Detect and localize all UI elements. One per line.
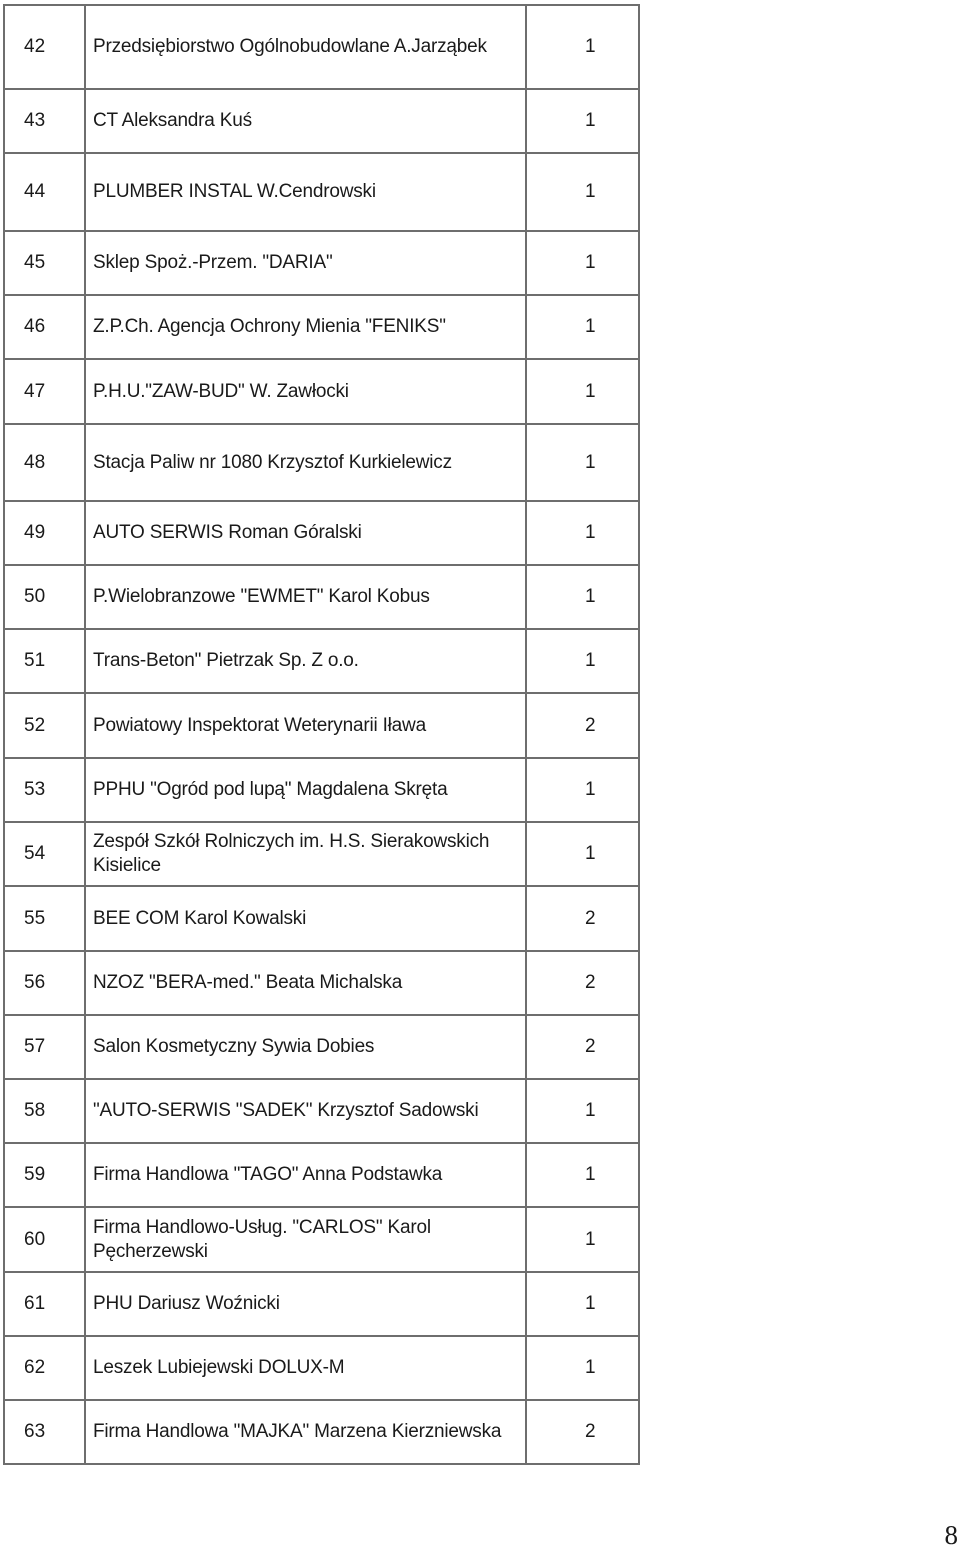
- row-number-cell: 51: [4, 629, 85, 693]
- row-number-cell: 42: [4, 5, 85, 89]
- table-row: [4, 89, 639, 153]
- table-row: [4, 1015, 639, 1079]
- count-cell: 2: [526, 951, 639, 1015]
- table-row: [4, 693, 639, 758]
- count-cell: 1: [526, 565, 639, 629]
- table-row: [4, 295, 639, 359]
- row-number-cell: 54: [4, 822, 85, 886]
- table-row: [4, 501, 639, 565]
- company-name-cell: P.H.U."ZAW-BUD" W. Zawłocki: [85, 359, 526, 424]
- company-name-cell: Sklep Spoż.-Przem. "DARIA": [85, 231, 526, 295]
- table-row: [4, 5, 639, 89]
- row-number-cell: 53: [4, 758, 85, 822]
- row-number-cell: 49: [4, 501, 85, 565]
- table-row: [4, 1207, 639, 1272]
- table-body: [4, 5, 639, 1464]
- count-cell: 1: [526, 1272, 639, 1336]
- company-name-cell: AUTO SERWIS Roman Góralski: [85, 501, 526, 565]
- company-name-cell: Z.P.Ch. Agencja Ochrony Mienia "FENIKS": [85, 295, 526, 359]
- company-name-cell: BEE COM Karol Kowalski: [85, 886, 526, 951]
- row-number-cell: 63: [4, 1400, 85, 1464]
- table-row: [4, 359, 639, 424]
- count-cell: 1: [526, 629, 639, 693]
- page-number: 8: [944, 1520, 958, 1550]
- count-cell: 1: [526, 231, 639, 295]
- table-row: [4, 951, 639, 1015]
- table-row: [4, 629, 639, 693]
- count-cell: 1: [526, 1143, 639, 1207]
- row-number-cell: 55: [4, 886, 85, 951]
- table-row: [4, 424, 639, 501]
- row-number-cell: 50: [4, 565, 85, 629]
- count-cell: 2: [526, 1400, 639, 1464]
- table-row: [4, 1143, 639, 1207]
- count-cell: 1: [526, 1079, 639, 1143]
- count-cell: 1: [526, 424, 639, 501]
- count-cell: 2: [526, 693, 639, 758]
- count-cell: 1: [526, 822, 639, 886]
- count-cell: 1: [526, 5, 639, 89]
- count-cell: 1: [526, 295, 639, 359]
- company-name-cell: CT Aleksandra Kuś: [85, 89, 526, 153]
- count-cell: 1: [526, 89, 639, 153]
- row-number-cell: 62: [4, 1336, 85, 1400]
- table-row: [4, 153, 639, 231]
- company-name-cell: NZOZ "BERA-med." Beata Michalska: [85, 951, 526, 1015]
- company-name-cell: Trans-Beton" Pietrzak Sp. Z o.o.: [85, 629, 526, 693]
- count-cell: 2: [526, 1015, 639, 1079]
- table-row: [4, 231, 639, 295]
- company-name-cell: Firma Handlowo-Usług. "CARLOS" Karol Pęcherzewski: [85, 1207, 526, 1272]
- table-row: [4, 565, 639, 629]
- company-list-table: [3, 4, 640, 1465]
- row-number-cell: 52: [4, 693, 85, 758]
- row-number-cell: 43: [4, 89, 85, 153]
- table-row: [4, 886, 639, 951]
- count-cell: 1: [526, 1207, 639, 1272]
- table-row: [4, 1079, 639, 1143]
- company-name-cell: Leszek Lubiejewski DOLUX-M: [85, 1336, 526, 1400]
- count-cell: 1: [526, 359, 639, 424]
- row-number-cell: 58: [4, 1079, 85, 1143]
- count-cell: 2: [526, 886, 639, 951]
- row-number-cell: 61: [4, 1272, 85, 1336]
- row-number-cell: 60: [4, 1207, 85, 1272]
- company-name-cell: Przedsiębiorstwo Ogólnobudowlane A.Jarząbek: [85, 5, 526, 89]
- company-name-cell: P.Wielobranzowe "EWMET" Karol Kobus: [85, 565, 526, 629]
- count-cell: 1: [526, 501, 639, 565]
- company-name-cell: PHU Dariusz Woźnicki: [85, 1272, 526, 1336]
- table-row: [4, 822, 639, 886]
- table-row: [4, 1336, 639, 1400]
- row-number-cell: 47: [4, 359, 85, 424]
- count-cell: 1: [526, 758, 639, 822]
- row-number-cell: 46: [4, 295, 85, 359]
- row-number-cell: 57: [4, 1015, 85, 1079]
- company-name-cell: Firma Handlowa "MAJKA" Marzena Kierzniewska: [85, 1400, 526, 1464]
- table-row: [4, 758, 639, 822]
- company-name-cell: Firma Handlowa "TAGO" Anna Podstawka: [85, 1143, 526, 1207]
- company-name-cell: PPHU "Ogród pod lupą" Magdalena Skręta: [85, 758, 526, 822]
- company-name-cell: PLUMBER INSTAL W.Cendrowski: [85, 153, 526, 231]
- row-number-cell: 59: [4, 1143, 85, 1207]
- company-name-cell: Powiatowy Inspektorat Weterynarii Iława: [85, 693, 526, 758]
- row-number-cell: 45: [4, 231, 85, 295]
- company-name-cell: Zespół Szkół Rolniczych im. H.S. Sierakowskich Kisielice: [85, 822, 526, 886]
- count-cell: 1: [526, 153, 639, 231]
- row-number-cell: 48: [4, 424, 85, 501]
- company-name-cell: Salon Kosmetyczny Sywia Dobies: [85, 1015, 526, 1079]
- row-number-cell: 44: [4, 153, 85, 231]
- company-name-cell: "AUTO-SERWIS "SADEK" Krzysztof Sadowski: [85, 1079, 526, 1143]
- count-cell: 1: [526, 1336, 639, 1400]
- table-row: [4, 1400, 639, 1464]
- table-row: [4, 1272, 639, 1336]
- company-name-cell: Stacja Paliw nr 1080 Krzysztof Kurkielewicz: [85, 424, 526, 501]
- row-number-cell: 56: [4, 951, 85, 1015]
